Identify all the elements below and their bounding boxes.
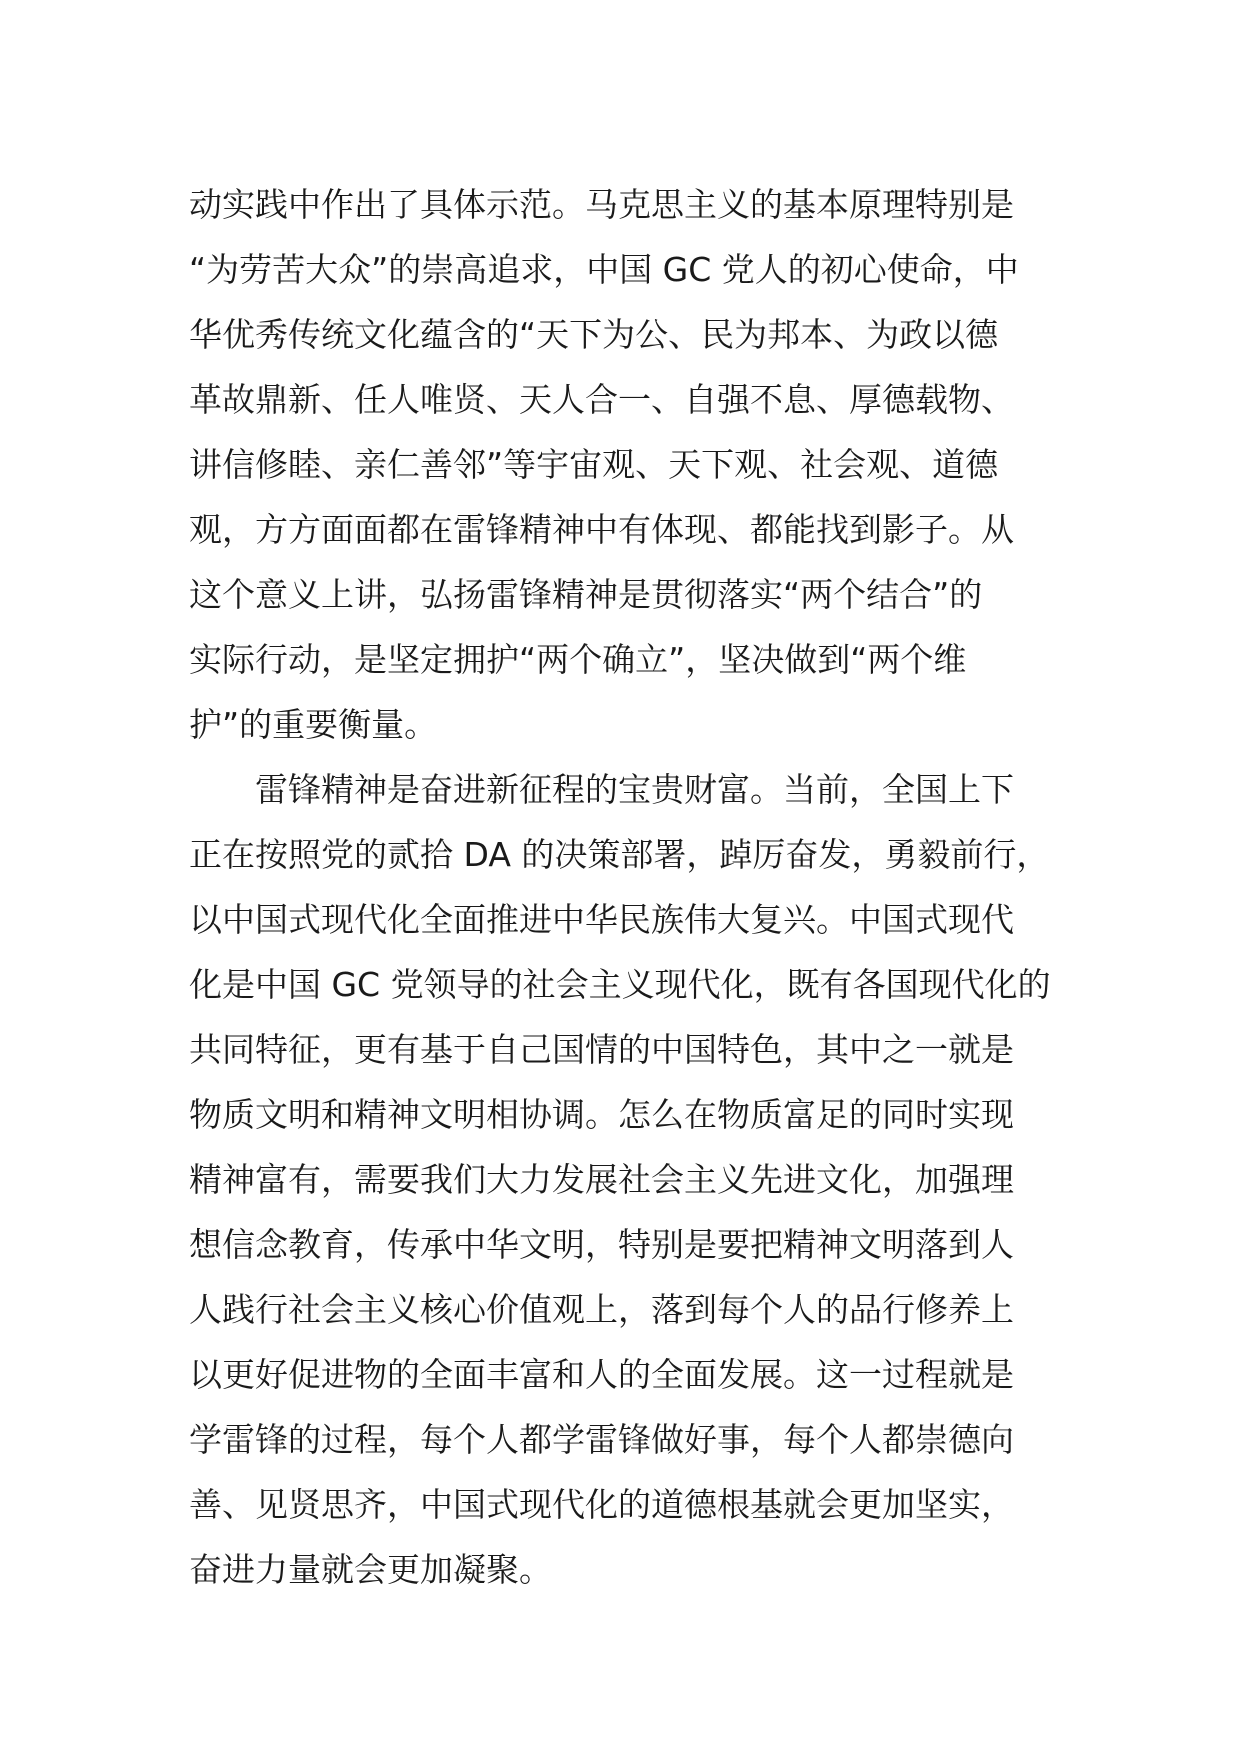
- text-line: 这个意义上讲，弘扬雷锋精神是贯彻落实“两个结合”的: [189, 575, 983, 614]
- text-line: “为劳苦大众”的崇高追求，中国 GC 党人的初心使命，中: [189, 250, 1019, 289]
- text-line: 以更好促进物的全面丰富和人的全面发展。这一过程就是: [189, 1355, 1014, 1394]
- text-line: 奋进力量就会更加凝聚。: [189, 1550, 552, 1589]
- text-line: 共同特征，更有基于自己国情的中国特色，其中之一就是: [189, 1030, 1014, 1069]
- text-line: 实际行动，是坚定拥护“两个确立”，坚决做到“两个维: [189, 640, 967, 679]
- text-line: 人践行社会主义核心价值观上，落到每个人的品行修养上: [189, 1290, 1014, 1329]
- text-line: 革故鼎新、任人唯贤、天人合一、自强不息、厚德载物、: [189, 380, 1014, 419]
- text-line: 以中国式现代化全面推进中华民族伟大复兴。中国式现代: [189, 900, 1014, 939]
- text-line: 学雷锋的过程，每个人都学雷锋做好事，每个人都崇德向: [189, 1420, 1014, 1459]
- text-line: 华优秀传统文化蕴含的“天下为公、民为邦本、为政以德: [189, 315, 999, 354]
- text-line: 正在按照党的贰拾 DA 的决策部署，踔厉奋发，勇毅前行，: [189, 835, 1050, 874]
- body-text: [189, 172, 1059, 1602]
- text-line: 精神富有，需要我们大力发展社会主义先进文化，加强理: [189, 1160, 1014, 1199]
- text-line: 动实践中作出了具体示范。马克思主义的基本原理特别是: [189, 185, 1014, 224]
- text-line: 观，方方面面都在雷锋精神中有体现、都能找到影子。从: [189, 510, 1014, 549]
- text-line: 物质文明和精神文明相协调。怎么在物质富足的同时实现: [189, 1095, 1014, 1134]
- text-line: 护”的重要衡量。: [189, 705, 438, 744]
- text-line: 化是中国 GC 党领导的社会主义现代化，既有各国现代化的: [189, 965, 1051, 1004]
- text-line: 讲信修睦、亲仁善邻”等宇宙观、天下观、社会观、道德: [189, 445, 999, 484]
- text-line: 善、见贤思齐，中国式现代化的道德根基就会更加坚实，: [189, 1485, 1014, 1524]
- paragraph-first-line: 雷锋精神是奋进新征程的宝贵财富。当前，全国上下: [255, 770, 1014, 809]
- text-line: 想信念教育，传承中华文明，特别是要把精神文明落到人: [189, 1225, 1014, 1264]
